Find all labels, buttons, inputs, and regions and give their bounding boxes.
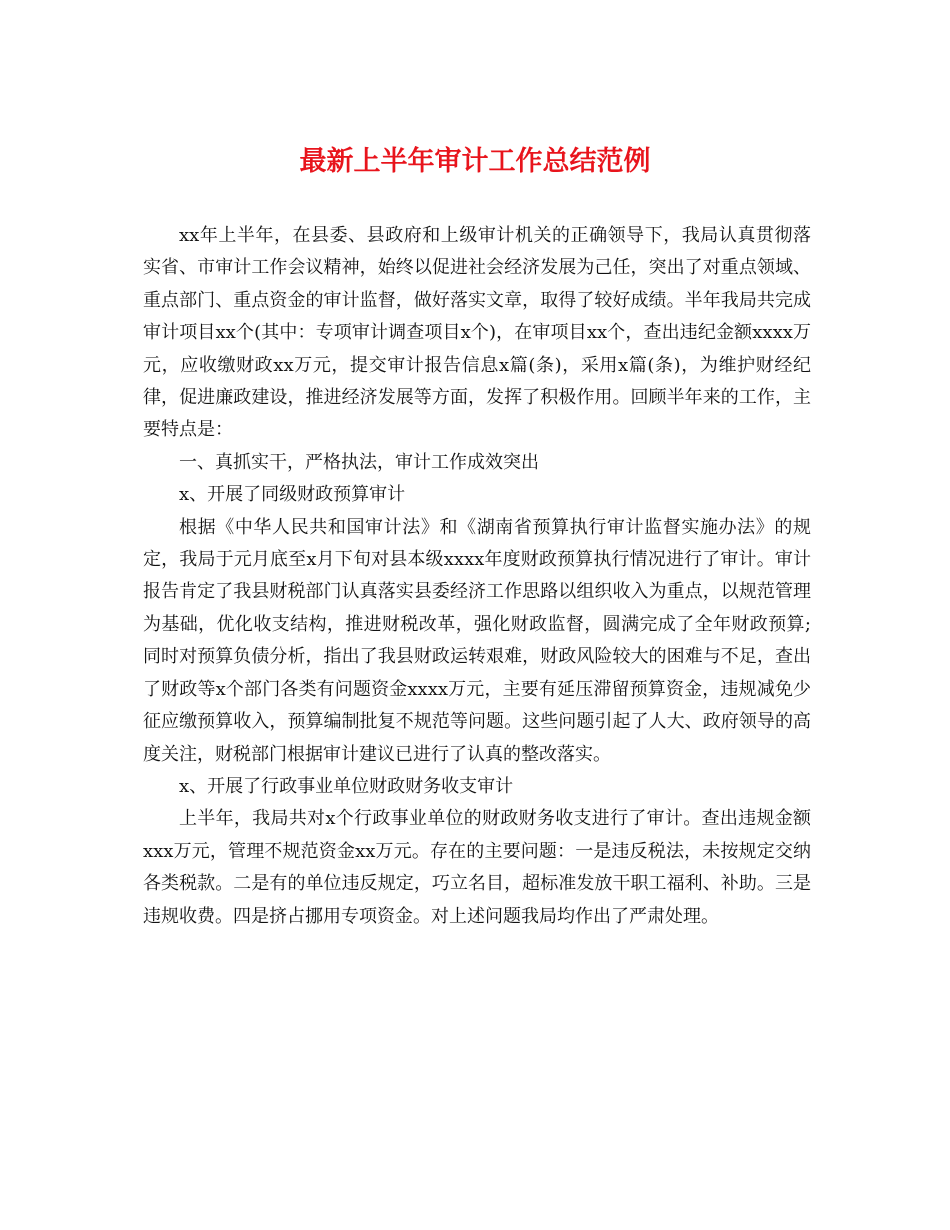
subsection-heading-unit-audit: x、开展了行政事业单位财政财务收支审计: [179, 775, 514, 797]
document-body: [143, 220, 811, 933]
subsection-heading-budget-audit: x、开展了同级财政预算审计: [179, 484, 406, 506]
paragraph-unit-audit: 上半年，我局共对x个行政事业单位的财政财务收支进行了审计。查出违规金额xxx万元，管理不规范资金xx万元。存在的主要问题：一是违反税法，未按规定交纳各类税款。二是有的单位违反规定，巧立名目，超标准发放干职工福利、补助。三是违规收费。四是挤占挪用专项资金。对上述问题我局均作出了严肃处理。: [143, 808, 811, 927]
paragraph-budget-audit: 根据《中华人民共和国审计法》和《湖南省预算执行审计监督实施办法》的规定，我局于元月底至x月下旬对县本级xxxx年度财政预算执行情况进行了审计。审计报告肯定了我县财税部门认真落实县委经济工作思路以组织收入为重点，以规范管理为基础，优化收支结构，推进财税改革，强化财政监督，圆满完成了全年财政预算;同时对预算负债分析，指出了我县财政运转艰难，财政风险较大的困难与不足，查出了财政等x个部门各类有问题资金xxxx万元，主要有延压滞留预算资金，违规减免少征应缴预算收入，预算编制批复不规范等问题。这些问题引起了人大、政府领导的高度关注，财税部门根据审计建议已进行了认真的整改落实。: [143, 516, 811, 765]
section-heading-1: 一、真抓实干，严格执法，审计工作成效突出: [179, 451, 539, 473]
document-title: 最新上半年审计工作总结范例: [299, 146, 651, 177]
paragraph-intro: xx年上半年，在县委、县政府和上级审计机关的正确领导下，我局认真贯彻落实省、市审计工作会议精神，始终以促进社会经济发展为己任，突出了对重点领域、重点部门、重点资金的审计监督，做好落实文章，取得了较好成绩。半年我局共完成审计项目xx个(其中：专项审计调查项目x个)，在审项目xx个，查出违纪金额xxxx万元，应收缴财政xx万元，提交审计报告信息x篇(条)，采用x篇(条)，为维护财经纪律，促进廉政建设，推进经济发展等方面，发挥了积极作用。回顾半年来的工作，主要特点是：: [143, 225, 811, 441]
